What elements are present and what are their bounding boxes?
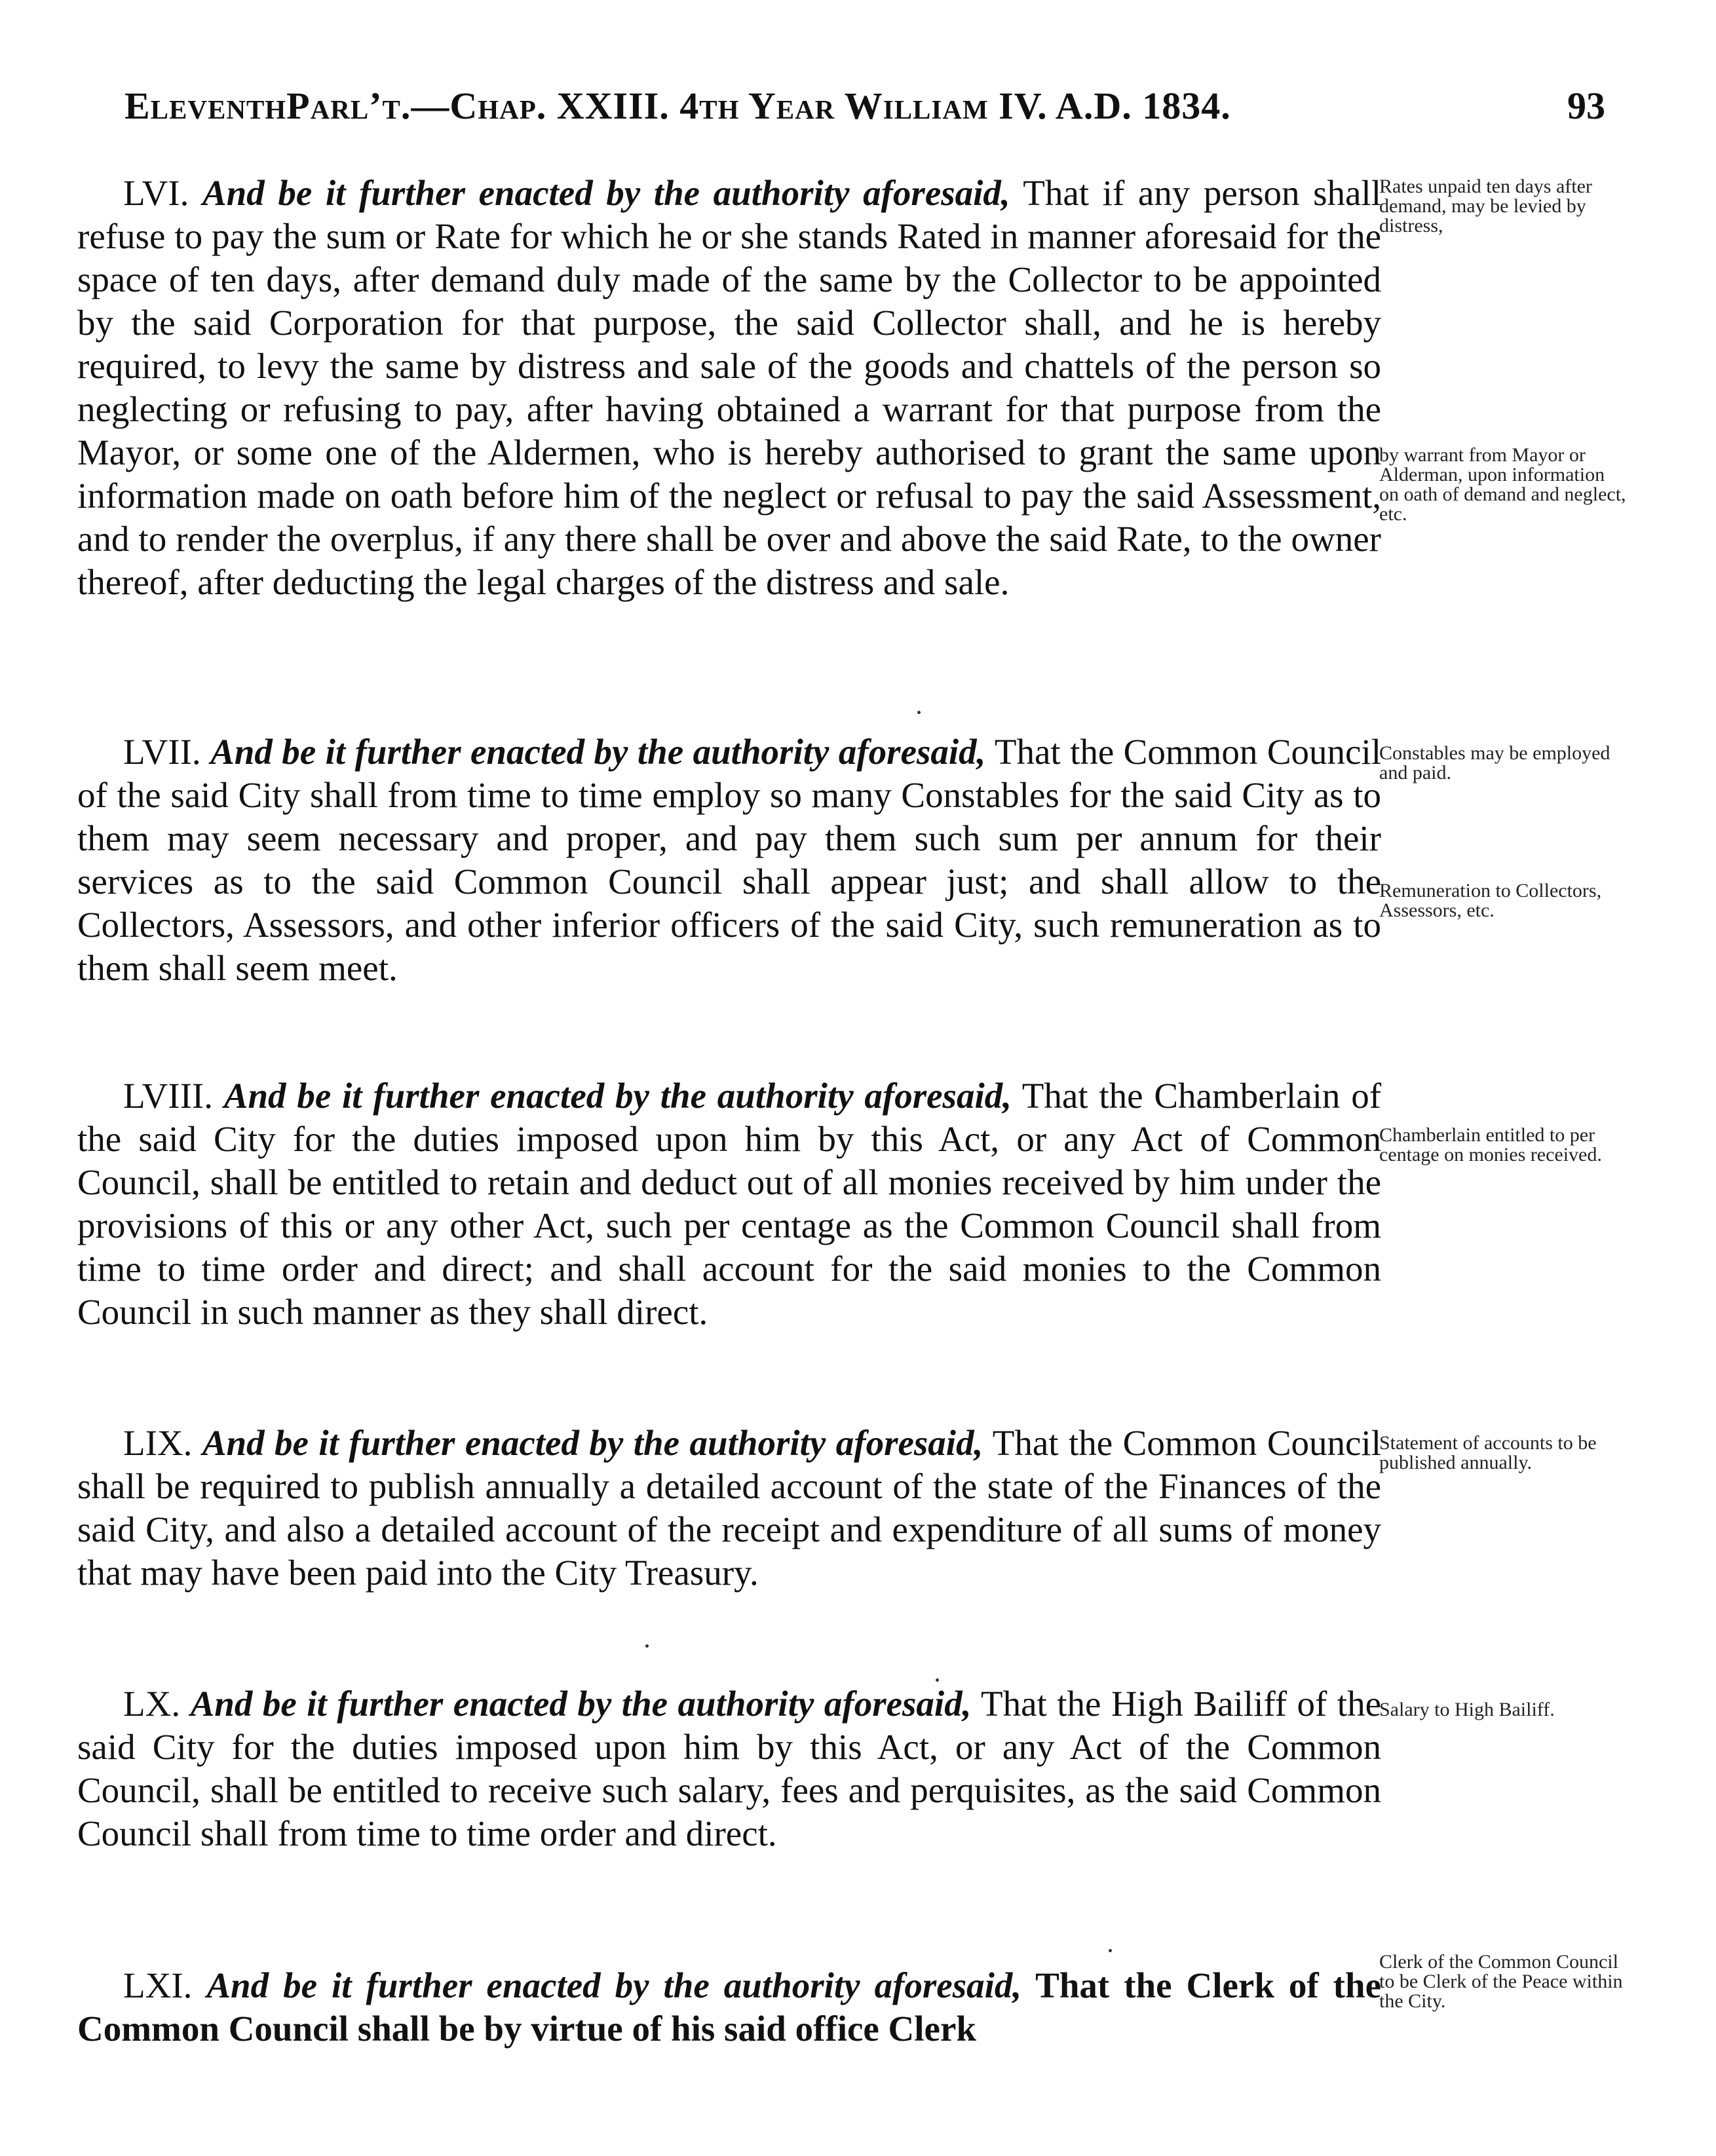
section-text: That the Common Council shall be required to publish annually a detailed account of the state of the Finances of the said City, and also a detailed account of the receipt and expenditure of all sums of money that may have been paid into the City Treasury. — [77, 1423, 1381, 1593]
section-paragraph — [77, 1422, 1381, 1595]
section-paragraph — [77, 1074, 1381, 1334]
section-text: That if any person shall refuse to pay the sum or Rate for which he or she stands Rated in manner aforesaid for the space of ten days, after demand duly made of the same by the Collector to be appointed by the said Corporation for that purpose, the said Collector shall, and he is hereby required, to levy the same by distress and sale of the goods and chattels of the person so neglecting or refusing to pay, after having obtained a warrant for that purpose from the Mayor, or some one of the Aldermen, who is hereby authorised to grant the same upon information made on oath before him of the neglect or refusal to pay the said Assessment, and to render the overplus, if any there shall be over and above the said Rate, to the owner thereof, after deducting the legal charges of the distress and sale. — [77, 173, 1381, 602]
section-text: That the High Bailiff of the said City for the duties imposed upon him by this Act, or any Act of the Common Council, shall be entitled to receive such salary, fees and perquisites, as the said Common Council shall from time to time order and direct. — [77, 1684, 1381, 1853]
section-paragraph — [77, 1682, 1381, 1855]
section-number: LXI. — [123, 1965, 193, 2005]
section-number: LVI. — [123, 173, 189, 213]
enacting-clause: And be it further enacted by the authority aforesaid, — [190, 1684, 972, 1724]
running-title: EleventhParl’t.—Chap. XXIII. 4th Year William IV. A.D. 1834. — [124, 85, 1231, 127]
section-lvii — [77, 730, 1381, 990]
section-number: LVIII. — [123, 1076, 213, 1116]
section-paragraph — [77, 1964, 1381, 2051]
print-speck — [645, 1644, 649, 1648]
section-text: That the Chamberlain of the said City for the duties imposed upon him by this Act, or any Act of Common Council, shall be entitled to retain and deduct out of all monies received by him under the provisions of this or any other Act, such per centage as the Common Council shall from time to time order and direct; and shall account for the said monies to the Common Council in such manner as they shall direct. — [77, 1076, 1382, 1332]
running-head — [124, 84, 1605, 136]
margin-note: Remuneration to Collectors, Assessors, etc. — [1379, 880, 1602, 921]
margin-note: Statement of accounts to be published annually. — [1379, 1432, 1597, 1473]
section-lvi — [77, 172, 1381, 604]
section-paragraph — [77, 730, 1381, 990]
section-number: LX. — [123, 1684, 181, 1724]
section-number: LVII. — [123, 732, 201, 772]
margin-note: Constables may be employed and paid. — [1379, 742, 1611, 784]
section-lx — [77, 1682, 1381, 1855]
enacting-clause: And be it further enacted by the authority aforesaid, — [206, 1965, 1022, 2005]
enacting-clause: And be it further enacted by the authority aforesaid, — [202, 173, 1010, 213]
print-speck — [1109, 1949, 1112, 1952]
section-lxi — [77, 1964, 1381, 2051]
margin-note: Clerk of the Common Council to be Clerk of the Peace within the City. — [1379, 1951, 1623, 2012]
enacting-clause: And be it further enacted by the authority aforesaid, — [223, 1076, 1012, 1116]
section-paragraph — [77, 172, 1381, 604]
margin-note: by warrant from Mayor or Alderman, upon information on oath of demand and neglect, etc. — [1379, 444, 1626, 525]
section-text: That the Common Council of the said City shall from time to time employ so many Constables for the said City as to them may seem necessary and proper, and pay them such sum per annum for their services as to the said Common Council shall appear just; and shall allow to the Collectors, Assessors, and other inferior officers of the said City, such remuneration as to them shall seem meet. — [77, 732, 1382, 988]
margin-note: Salary to High Bailiff. — [1379, 1699, 1555, 1720]
enacting-clause: And be it further enacted by the authority aforesaid, — [202, 1423, 983, 1463]
section-number: LIX. — [123, 1423, 193, 1463]
page-number: 93 — [1567, 85, 1605, 127]
section-lix — [77, 1422, 1381, 1595]
margin-note: Chamberlain entitled to per centage on monies received. — [1379, 1124, 1602, 1165]
print-speck — [936, 1678, 939, 1682]
enacting-clause: And be it further enacted by the authority aforesaid, — [210, 732, 986, 772]
margin-note: Rates unpaid ten days after demand, may be levied by distress, — [1379, 176, 1592, 236]
print-speck — [917, 711, 921, 714]
section-text: That the Clerk of the Common Council shall be by virtue of his said office Clerk — [77, 1965, 1382, 2049]
section-lviii — [77, 1074, 1381, 1334]
